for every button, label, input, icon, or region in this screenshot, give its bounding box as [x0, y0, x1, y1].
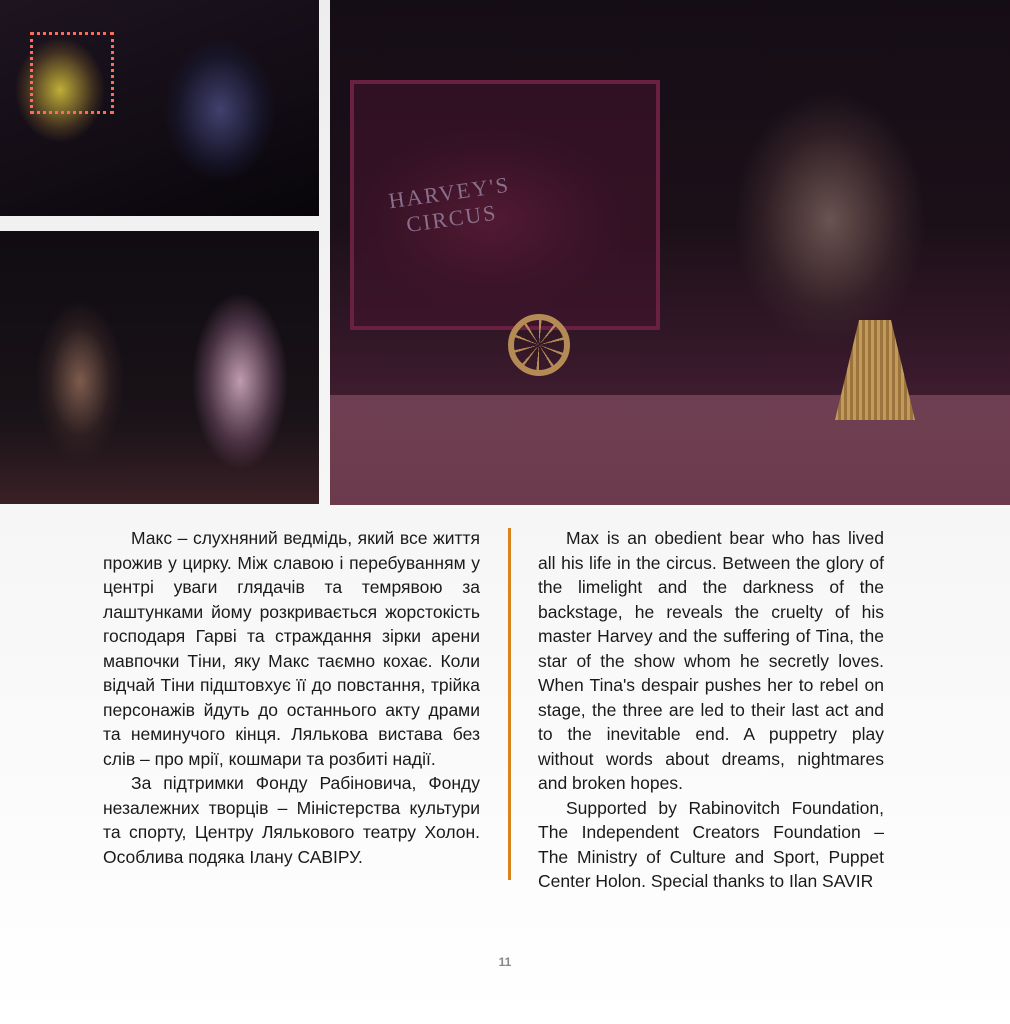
- broom: [835, 320, 915, 420]
- wagon-wheel: [508, 314, 570, 376]
- wagon-sign: HARVEY'S CIRCUS: [386, 171, 512, 238]
- photo-bear-circus-wagon: [330, 0, 1010, 505]
- photo-puppets-window: [0, 0, 319, 216]
- column-divider: [508, 528, 511, 880]
- english-text-column: [538, 526, 884, 894]
- ukrainian-paragraph: Макс – слухняний ведмідь, який все життя прожив у цирку. Між славою і перебуванням у центрі уваги глядачів та темрявою за лаштунками йому розкривається жорстокість господаря Гарві та страждання зірки арени мавпочки Тіни, яку Макс таємно кохає. Коли відчай Тіни підштовхує її до повстання, трійка персонажів йдуть до останнього акту драми та неминучого кінця. Лялькова вистава без слів – про мрії, кошмари та розбиті надії.: [103, 528, 480, 769]
- english-paragraph: Max is an obedient bear who has lived all his life in the circus. Between the glory of the limelight and the darkness of the backstage, he reveals the cruelty of his master Harvey and the suffering of Tina, the star of the show whom he secretly loves. When Tina's despair pushes her to rebel on stage, the three are led to their last act and to the inevitable end. A puppetry play without words about dreams, nightmares and broken hopes.: [538, 528, 884, 793]
- ukrainian-text-column: [103, 526, 480, 869]
- ukrainian-paragraph: За підтримки Фонду Рабіновича, Фонду незалежних творців – Міністерства культури та спорту, Центру Лялькового театру Холон. Особлива подяка Ілану САВІРУ.: [103, 773, 480, 867]
- photo-puppets-pair: [0, 231, 319, 504]
- english-paragraph: Supported by Rabinovitch Foundation, The Independent Creators Foundation – The Ministry of Culture and Sport, Puppet Center Holon. Special thanks to Ilan SAVIR: [538, 797, 884, 891]
- lit-window-frame: [30, 32, 114, 114]
- page-number: 11: [498, 955, 512, 969]
